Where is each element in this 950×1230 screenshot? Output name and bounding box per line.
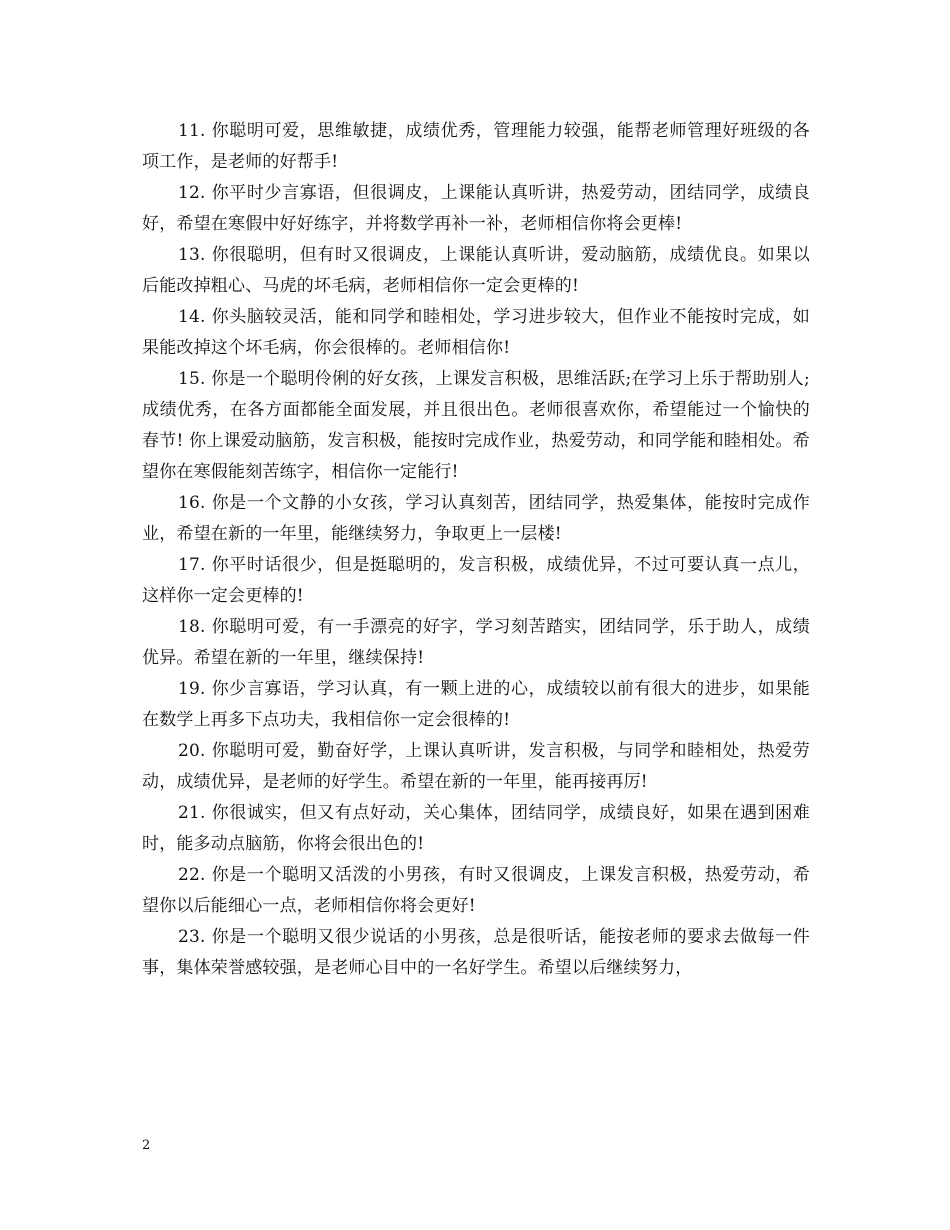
- paragraph-13: 13. 你很聪明，但有时又很调皮，上课能认真听讲，爱动脑筋，成绩优良。如果以后能改掉粗心、马虎的坏毛病，老师相信你一定会更棒的!: [142, 245, 810, 296]
- paragraph-11: 11. 你聪明可爱，思维敏捷，成绩优秀，管理能力较强，能帮老师管理好班级的各项工作，是老师的好帮手!: [142, 121, 810, 172]
- paragraph-20: 20. 你聪明可爱，勤奋好学，上课认真听讲，发言积极，与同学和睦相处，热爱劳动，成绩优异，是老师的好学生。希望在新的一年里，能再接再厉!: [142, 741, 810, 792]
- paragraph-21: 21. 你很诚实，但又有点好动，关心集体，团结同学，成绩良好，如果在遇到困难时，能多动点脑筋，你将会很出色的!: [142, 803, 810, 854]
- paragraph-16: 16. 你是一个文静的小女孩，学习认真刻苦，团结同学，热爱集体，能按时完成作业，希望在新的一年里，能继续努力，争取更上一层楼!: [142, 493, 810, 544]
- paragraph-14: 14. 你头脑较灵活，能和同学和睦相处，学习进步较大，但作业不能按时完成，如果能改掉这个坏毛病，你会很棒的。老师相信你!: [142, 307, 810, 358]
- paragraph-18: 18. 你聪明可爱，有一手漂亮的好字，学习刻苦踏实，团结同学，乐于助人，成绩优异。希望在新的一年里，继续保持!: [142, 617, 810, 668]
- paragraph-22: 22. 你是一个聪明又活泼的小男孩，有时又很调皮，上课发言积极，热爱劳动，希望你以后能细心一点，老师相信你将会更好!: [142, 865, 810, 916]
- paragraph-17: 17. 你平时话很少，但是挺聪明的，发言积极，成绩优异，不过可要认真一点儿，这样你一定会更棒的!: [142, 555, 810, 606]
- document-body: [142, 116, 810, 984]
- paragraph-23: 23. 你是一个聪明又很少说话的小男孩，总是很听话，能按老师的要求去做每一件事，集体荣誉感较强，是老师心目中的一名好学生。希望以后继续努力，: [142, 927, 810, 978]
- paragraph-12: 12. 你平时少言寡语，但很调皮，上课能认真听讲，热爱劳动，团结同学，成绩良好，希望在寒假中好好练字，并将数学再补一补，老师相信你将会更棒!: [142, 183, 810, 234]
- paragraph-15: 15. 你是一个聪明伶俐的好女孩，上课发言积极，思维活跃;在学习上乐于帮助别人;成绩优秀，在各方面都能全面发展，并且很出色。老师很喜欢你，希望能过一个愉快的春节! 你上课爱动脑筋，发言积极，能按时完成作业，热爱劳动，和同学能和睦相处。希望你在寒假能刻苦练字，相信你一定能行!: [142, 369, 810, 482]
- page-number: 2: [142, 1138, 151, 1153]
- paragraph-19: 19. 你少言寡语，学习认真，有一颗上进的心，成绩较以前有很大的进步，如果能在数学上再多下点功夫，我相信你一定会很棒的!: [142, 679, 810, 730]
